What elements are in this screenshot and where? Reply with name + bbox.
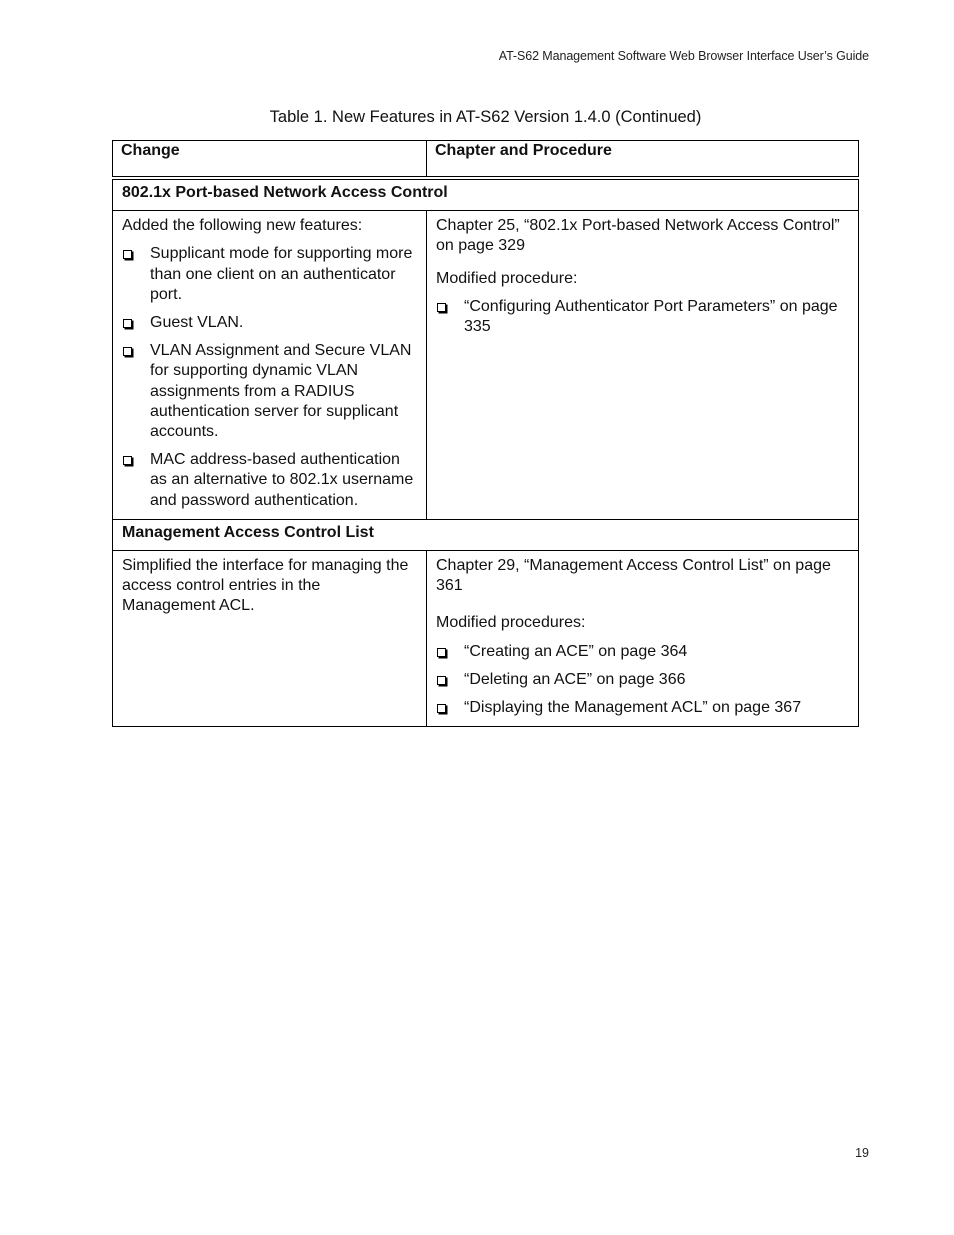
table-header-row [113, 141, 859, 179]
list-item [436, 698, 849, 718]
chapter-reference: Chapter 29, “Management Access Control List” on page 361 [436, 557, 831, 595]
change-list [122, 244, 417, 510]
procedure-label: Modified procedure: [436, 269, 578, 287]
list-item-text: Guest VLAN. [150, 314, 244, 332]
chapter-cell [427, 211, 859, 520]
checkbox-icon [437, 704, 446, 713]
section-title: 802.1x Port-based Network Access Control [113, 178, 859, 211]
column-header-chapter: Chapter and Procedure [427, 141, 859, 179]
running-header: AT-S62 Management Software Web Browser Interface User’s Guide [498, 49, 869, 63]
list-item-text: Supplicant mode for supporting more than one client on an authenticator port. [150, 245, 413, 303]
page-number: 19 [855, 1146, 869, 1160]
change-cell [113, 551, 427, 727]
list-item [436, 297, 849, 337]
list-item [122, 341, 417, 442]
column-header-change: Change [113, 141, 427, 179]
list-item-text: “Creating an ACE” on page 364 [464, 642, 688, 660]
change-intro: Added the following new features: [122, 217, 363, 235]
chapter-reference: Chapter 25, “802.1x Port-based Network Access Control” on page 329 [436, 217, 840, 255]
table-row [113, 551, 859, 727]
procedure-list [436, 642, 849, 719]
change-cell [113, 211, 427, 520]
list-item-text: “Deleting an ACE” on page 366 [464, 670, 686, 688]
checkbox-icon [123, 347, 132, 356]
list-item [436, 642, 849, 662]
section-title: Management Access Control List [113, 519, 859, 550]
list-item-text: “Configuring Authenticator Port Parameters” on page 335 [464, 297, 838, 336]
procedure-label: Modified procedures: [436, 614, 586, 632]
change-intro: Simplified the interface for managing the access control entries in the Management ACL. [122, 557, 409, 615]
list-item-text: VLAN Assignment and Secure VLAN for supporting dynamic VLAN assignments from a RADIUS authentication server for supplicant accounts. [150, 342, 412, 441]
features-table [112, 140, 859, 727]
checkbox-icon [123, 250, 132, 259]
checkbox-icon [123, 319, 132, 328]
list-item [436, 670, 849, 690]
list-item [122, 450, 417, 511]
checkbox-icon [437, 648, 446, 657]
list-item-text: “Displaying the Management ACL” on page 367 [464, 699, 802, 717]
list-item-text: MAC address-based authentication as an alternative to 802.1x username and password authentication. [150, 451, 414, 509]
chapter-cell [427, 551, 859, 727]
checkbox-icon [123, 456, 132, 465]
table-caption: Table 1. New Features in AT-S62 Version 1.4.0 (Continued) [269, 108, 702, 126]
checkbox-icon [437, 676, 446, 685]
list-item [122, 313, 417, 333]
section-header-row [113, 519, 859, 550]
section-header-row [113, 178, 859, 211]
checkbox-icon [437, 303, 446, 312]
list-item [122, 244, 417, 305]
table-row [113, 211, 859, 520]
procedure-list [436, 297, 849, 337]
